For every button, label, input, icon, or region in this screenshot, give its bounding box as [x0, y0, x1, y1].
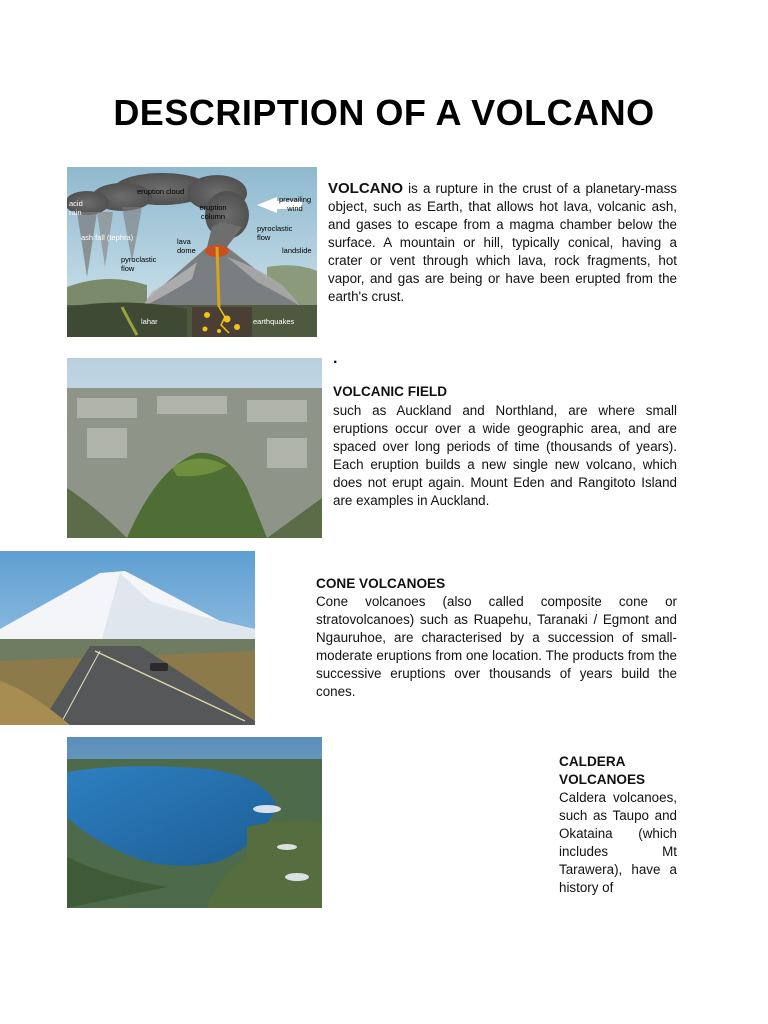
volcano-term: VOLCANO: [328, 180, 403, 197]
cone-volcano-photo: [0, 551, 255, 725]
label-lahar: lahar: [141, 317, 158, 326]
cone-volcanoes-heading: CONE VOLCANOES: [316, 576, 446, 591]
volcanic-field-heading: VOLCANIC FIELD: [333, 384, 448, 399]
volcanic-field-text: such as Auckland and Northland, are where small eruptions occur over a wide geographic area, and are spaced over long periods of time (thousands of years). Each eruption builds a new single new volcano, which does not erupt again. Mount Eden and Rangitoto Island are examples in Auckland.: [333, 403, 677, 508]
label-pyroclastic-flow-right: pyroclastic flow: [257, 224, 293, 242]
label-lava-dome: lava dome: [177, 237, 196, 255]
volcano-description: [328, 180, 677, 306]
label-landslide: landslide: [282, 246, 312, 255]
label-earthquakes: earthquakes: [253, 317, 295, 326]
volcano-text: is a rupture in the crust of a planetary-mass object, such as Earth, that allows hot lava, volcanic ash, and gases to escape from a magma chamber below the surface. A mountain or hill, typically conical, having a crater or vent through which lava, rock fragments, hot vapor, and gas are being or have been erupted from the earth's crust.: [328, 181, 677, 304]
label-ash-fall: ash fall (tephra): [81, 233, 134, 242]
page-title: DESCRIPTION OF A VOLCANO: [113, 92, 655, 133]
separator-dot: .: [333, 350, 338, 367]
volcano-diagram: [67, 167, 317, 337]
label-acid-rain: acid rain: [69, 199, 83, 217]
volcanic-field-photo: [67, 358, 322, 538]
label-pyroclastic-flow-left: pyroclastic flow: [121, 255, 157, 273]
label-prevailing-wind: prevailing wind: [278, 195, 312, 213]
label-eruption-cloud: eruption cloud: [137, 187, 185, 196]
caldera-volcanoes-text: Caldera volcanoes, such as Taupo and Okataina (which includes Mt Tarawera), have a history of: [559, 790, 677, 895]
cone-volcanoes-text: Cone volcanoes (also called composite cone or stratovolcanoes) such as Ruapehu, Taranaki / Egmont and Ngauruhoe, are characterised by a succession of small-moderate eruptions from one location. The products from the successive eruptions over thousands of years build the cones.: [316, 594, 677, 699]
label-eruption-column: eruption column: [199, 203, 227, 221]
caldera-volcanoes-heading: CALDERA VOLCANOES: [559, 754, 646, 787]
caldera-photo: [67, 737, 322, 908]
